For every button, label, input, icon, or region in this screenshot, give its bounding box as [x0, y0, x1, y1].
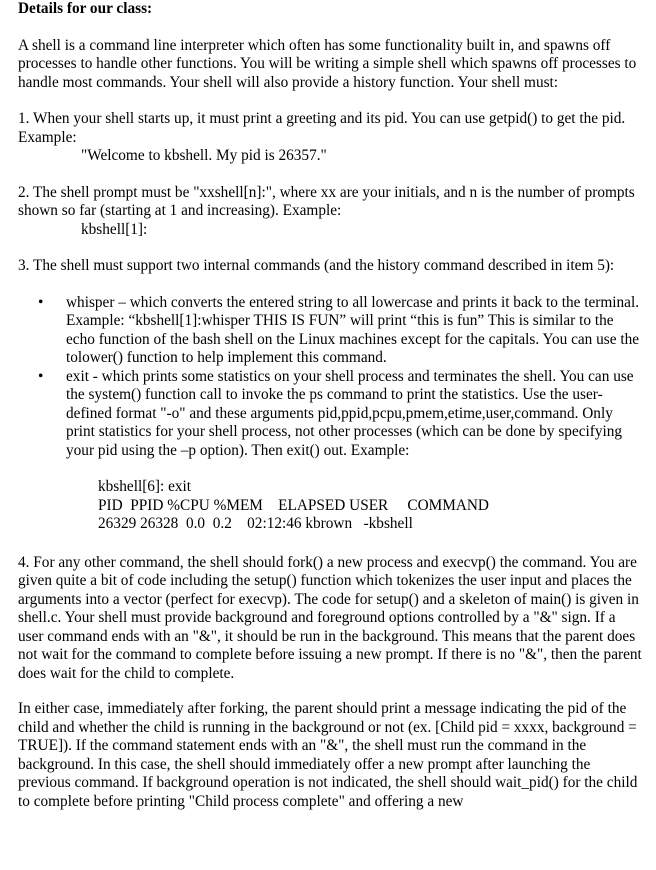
exit-description: exit - which prints some statistics on your shell process and terminates the shell. You can use the system() function call to invoke the ps command to print the statistics. Use the user-defined format "-o" and these arguments pid,ppid,pcpu,pmem,etime,user,command. Only print statistics for your shell process, not other processes (which can be done by specifying your pid using the –p option). Then exit() out. Example:	[66, 367, 634, 459]
bullet-icon: •	[38, 367, 44, 385]
code-line-header: PID PPID %CPU %MEM ELAPSED USER COMMAND	[98, 496, 489, 514]
item-3-text: 3. The shell must support two internal commands (and the history command described in item 5):	[18, 257, 615, 274]
item-4-followup: In either case, immediately after forking, the parent should print a message indicating the pid of the child and whether the child is running in the background or not (ex. [Child pid = xxxx, background = TRUE]). If the command statement ends with an "&", the shell must run the command in the background. In this case, the shell should immediately offer a new prompt after launching the previous command. If background operation is not indicated, the shell should wait_pid() for the child to complete before printing "Child process complete" and offering a new	[18, 700, 638, 810]
list-item-exit	[18, 368, 644, 461]
bullet-icon: •	[38, 293, 44, 311]
intro-paragraph: A shell is a command line interpreter which often has some functionality built in, and spawns off processes to handle other functions. You will be writing a simple shell which spawns off processes to handle most commands. Your shell will also provide a history function. Your shell must:	[18, 36, 637, 91]
item-4-text: 4. For any other command, the shell should fork() a new process and execvp() the command. You are given quite a bit of code including the setup() function which tokenizes the user input and places the arguments into a vector (perfect for execvp). The code for setup() and a skeleton of main() is given in shell.c. Your shell must provide background and foreground options controlled by a "&" sign. If a user command ends with an "&", it should be run in the background. This means that the parent does not wait for the command to complete before issuing a new prompt. If there is no "&", then the parent does wait for the child to complete.	[18, 553, 642, 682]
item-2-example: kbshell[1]:	[81, 220, 148, 238]
exit-example-output	[18, 478, 644, 534]
code-line-prompt: kbshell[6]: exit	[98, 478, 192, 495]
item-1-example: "Welcome to kbshell. My pid is 26357."	[81, 147, 327, 164]
item-1-text: 1. When your shell starts up, it must print a greeting and its pid. You can use getpid() to get the pid. Example:	[18, 110, 626, 146]
internal-commands-list	[18, 294, 644, 461]
list-item-whisper	[18, 294, 644, 368]
item-2-text: 2. The shell prompt must be "xxshell[n]:", where xx are your initials, and n is the number of prompts shown so far (starting at 1 and increasing). Example:	[18, 183, 635, 219]
document-page	[18, 0, 644, 811]
whisper-description: whisper – which converts the entered string to all lowercase and prints it back to the terminal. Example: “kbshell[1]:whisper THIS IS FUN” will print “this is fun” This is similar to the echo function of the bash shell on the Linux machines except for the capitals. You can use the tolower() function to help implement this command.	[66, 293, 640, 366]
code-line-values: 26329 26328 0.0 0.2 02:12:46 kbrown -kbshell	[98, 515, 413, 532]
document-heading: Details for our class:	[18, 0, 153, 17]
